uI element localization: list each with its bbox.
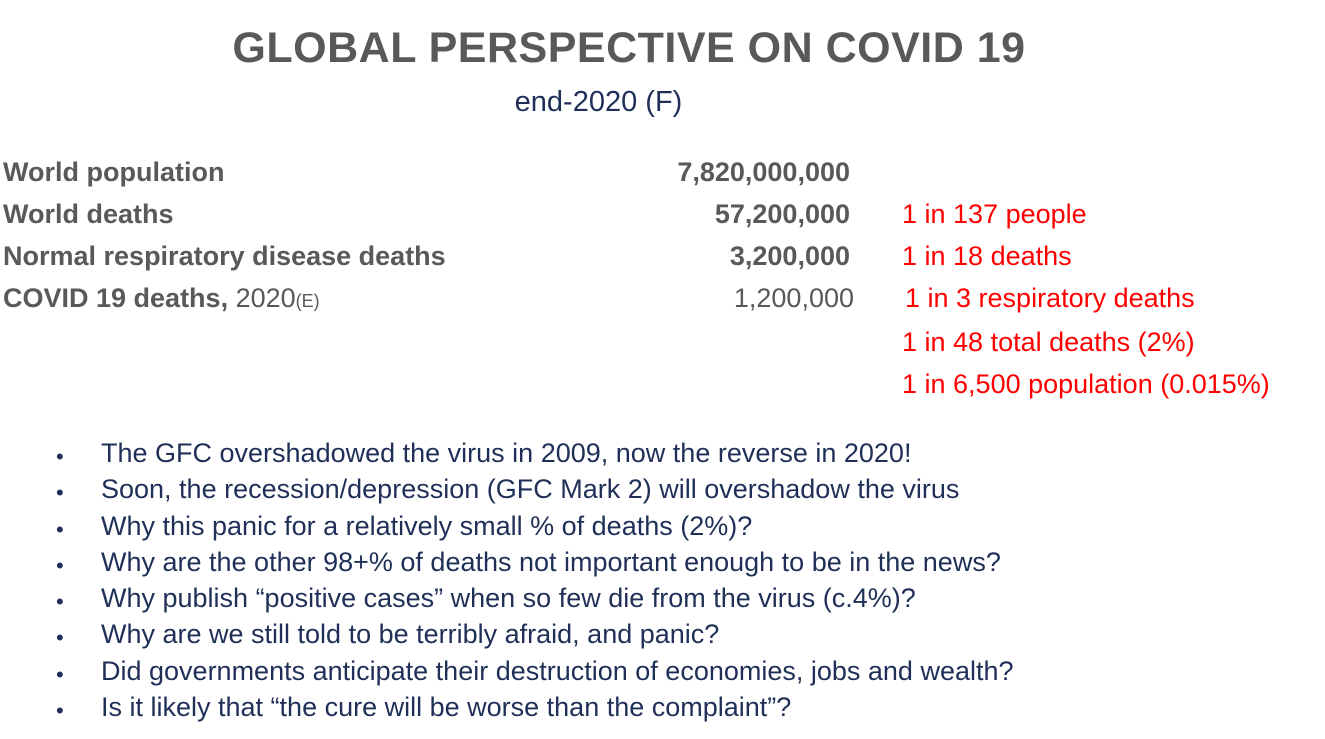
- stat-row-covid-deaths: [3, 283, 1325, 325]
- stat-label: [3, 283, 320, 314]
- bullet-icon: •: [56, 552, 64, 578]
- stat-row-world-population: [3, 157, 1325, 199]
- bullet-text: Is it likely that “the cure will be worse than the complaint”?: [101, 692, 792, 723]
- extra-ratio-population: 1 in 6,500 population (0.015%): [902, 369, 1270, 399]
- bullet-text: Why this panic for a relatively small % of deaths (2%)?: [101, 510, 753, 541]
- bullet-icon: •: [56, 444, 64, 469]
- stat-value: 1,200,000: [733, 283, 854, 313]
- bullet-icon: •: [56, 516, 64, 542]
- stats-table: [3, 157, 1325, 325]
- bullet-text: Why publish “positive cases” when so few die from the virus (c.4%)?: [101, 583, 916, 614]
- bullet-icon: •: [56, 589, 64, 615]
- bullet-text: Why are the other 98+% of deaths not important enough to be in the news?: [101, 546, 1001, 577]
- stat-label-main: COVID 19 deaths,: [3, 283, 229, 313]
- stat-label: World population: [3, 157, 225, 187]
- stat-label-year: 2020: [228, 283, 296, 313]
- stat-label: World deaths: [3, 199, 174, 229]
- stat-ratio: 1 in 18 deaths: [902, 241, 1072, 271]
- bullet-text: Did governments anticipate their destruction of economies, jobs and wealth?: [101, 655, 1014, 686]
- bullet-icon: •: [56, 480, 64, 506]
- extra-ratio-total-deaths: 1 in 48 total deaths (2%): [902, 327, 1195, 357]
- stat-value: 7,820,000,000: [677, 157, 850, 187]
- slide-title: GLOBAL PERSPECTIVE ON COVID 19: [232, 24, 1026, 72]
- stat-ratio: 1 in 3 respiratory deaths: [905, 283, 1195, 313]
- bullet-text: Why are we still told to be terribly afraid, and panic?: [101, 619, 720, 650]
- stat-row-respiratory-deaths: [3, 241, 1325, 283]
- bullet-icon: •: [56, 625, 64, 651]
- stat-value: 57,200,000: [714, 199, 850, 229]
- stat-ratio: 1 in 137 people: [902, 199, 1087, 229]
- bullet-text: Soon, the recession/depression (GFC Mark 2) will overshadow the virus: [101, 474, 960, 505]
- stat-label: Normal respiratory disease deaths: [3, 241, 446, 271]
- stat-row-world-deaths: [3, 199, 1325, 241]
- slide-subtitle: end-2020 (F): [514, 86, 683, 118]
- bullet-icon: •: [56, 661, 64, 687]
- stat-label-estimate-marker: (E): [295, 291, 320, 311]
- bullet-text: The GFC overshadowed the virus in 2009, now the reverse in 2020!: [101, 438, 912, 468]
- stat-value: 3,200,000: [729, 241, 850, 271]
- bullet-icon: •: [56, 698, 64, 724]
